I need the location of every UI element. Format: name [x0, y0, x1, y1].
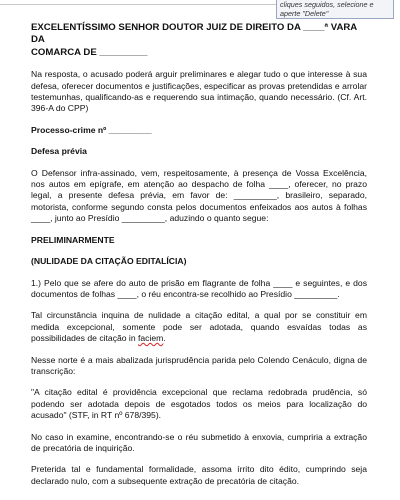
faciem-word: faciem: [138, 333, 164, 344]
paragraph-1: 1.) Pelo que se afere do auto de prisão em flagrante de folha ____ e seguintes, e dos documentos de folhas ____, o réu encontra-se recolhido ao Presídio _________.: [31, 277, 367, 299]
preliminarmente-heading: PRELIMINARMENTE: [31, 234, 115, 245]
tooltip-line-1: cliques seguidos, selecione e: [280, 0, 374, 9]
tooltip-line-2: aperte "Delete": [280, 8, 329, 18]
paragraph-citacao: [31, 310, 367, 344]
jurisprudence-quote: "A citação edital é providência excepcional que reclama redobrada prudência, só podendo ser adotada depois de esgotados todos os meios para localização do acusado" (STF, in RT nº 678/395).: [31, 387, 367, 421]
tooltip-hint: [276, 0, 394, 19]
jurisprudence-intro: Nesse norte é a mais abalizada jurisprudência parida pelo Colendo Cenáculo, digna de transcrição:: [31, 354, 367, 376]
paragraph-preterida: Preterida tal e fundamental formalidade, assoma írrito dito édito, cumprindo seja declarado nulo, com a subsequente extração de precatória de citação.: [31, 464, 367, 486]
paragraph-citacao-text: Tal circunstância inquina de nulidade a citação edital, a qual por se constituir em medida excepcional, somente pode ser adotada, quando esvaídas todas as possibilidades de citação in: [31, 310, 367, 344]
paragraph-examine: No caso in examine, encontrando-se o réu submetido à enxovia, cumpriria a extração de precatória de inquirição.: [31, 431, 367, 453]
process-number: Processo-crime nº _________: [31, 124, 152, 135]
document-body: [31, 22, 367, 497]
nulidade-heading: (NULIDADE DA CITAÇÃO EDITALÍCIA): [31, 256, 187, 267]
court-heading: [31, 22, 367, 59]
defense-title: Defesa prévia: [31, 146, 87, 157]
intro-paragraph: Na resposta, o acusado poderá arguir preliminares e alegar tudo o que interesse à sua defesa, oferecer documentos e justificações, especificar as provas pretendidas e arrolar testemunhas, qualificando-as e requerendo sua intimação, quando necessário. (Cf. Art. 396-A do CPP): [31, 69, 367, 114]
court-heading-line-2: COMARCA DE _________: [31, 46, 148, 58]
court-heading-line-1: EXCELENTÍSSIMO SENHOR DOUTOR JUIZ DE DIREITO DA ____ª VARA DA: [31, 22, 357, 46]
defense-paragraph: O Defensor infra-assinado, vem, respeitosamente, à presença de Vossa Excelência, nos autos em epígrafe, em atenção ao despacho de folha ____, oferecer, no prazo legal, a presente defesa prévia, em favor de: _________, brasileiro, separado, motorista, conforme segundo consta pelos documentos enfeixados aos autos à folhas ____, junto ao Presídio _________, aduzindo o quanto segue:: [31, 167, 367, 224]
top-divider: [0, 4, 276, 5]
paragraph-citacao-end: .: [163, 333, 166, 344]
